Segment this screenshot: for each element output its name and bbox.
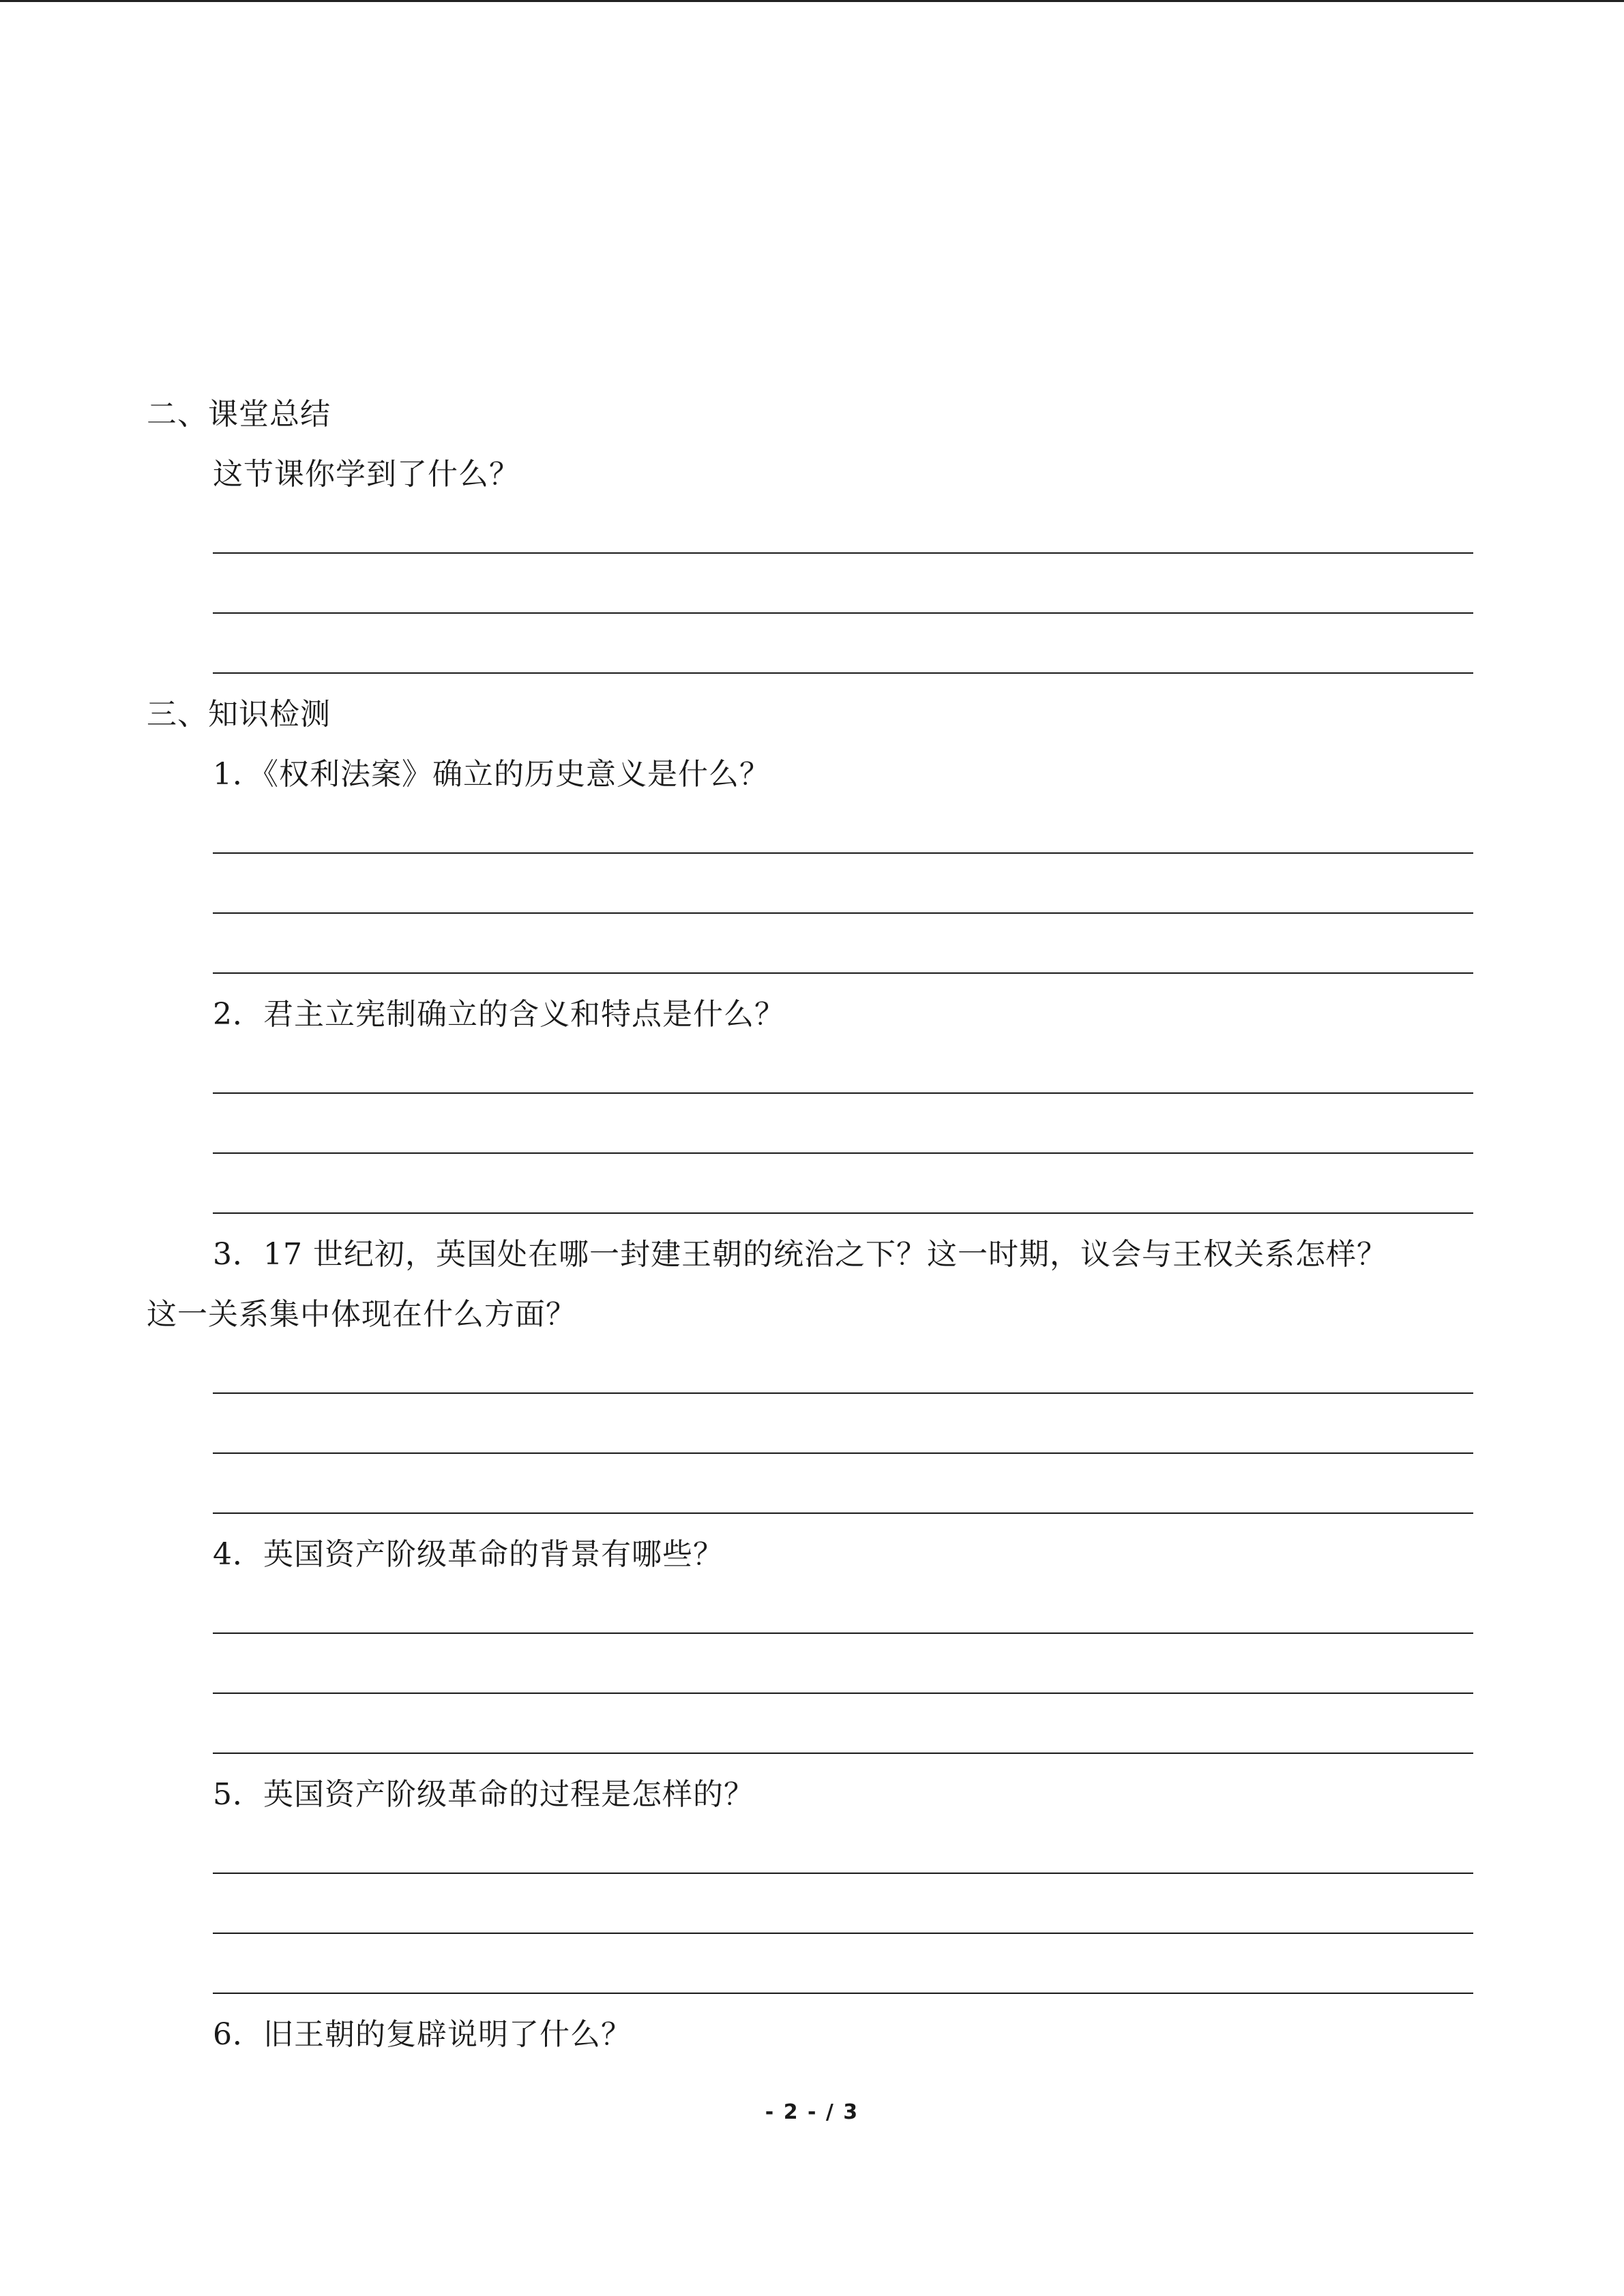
answer-line xyxy=(213,1632,1473,1634)
answer-line xyxy=(213,1452,1473,1454)
question-3-line-2: 这一关系集中体现在什么方面？ xyxy=(147,1297,576,1332)
answer-line xyxy=(213,972,1473,974)
summary-prompt: 这节课你学到了什么？ xyxy=(213,457,520,492)
answer-line xyxy=(213,1092,1473,1094)
answer-line xyxy=(213,1753,1473,1754)
question-3-line-1: 3．17 世纪初，英国处在哪一封建王朝的统治之下？这一时期，议会与王权关系怎样？ xyxy=(213,1237,1387,1272)
page-number: - 2 - / 3 xyxy=(765,2100,859,2124)
answer-line xyxy=(213,1933,1473,1934)
question-6: 6．旧王朝的复辟说明了什么？ xyxy=(213,2017,632,2052)
answer-line xyxy=(213,1152,1473,1154)
answer-line xyxy=(213,1693,1473,1694)
answer-line xyxy=(213,612,1473,614)
answer-line xyxy=(213,552,1473,554)
answer-line xyxy=(213,1212,1473,1214)
question-4: 4．英国资产阶级革命的背景有哪些？ xyxy=(213,1537,724,1572)
answer-line xyxy=(213,912,1473,914)
answer-line xyxy=(213,1392,1473,1394)
question-5: 5．英国资产阶级革命的过程是怎样的？ xyxy=(213,1777,754,1812)
question-1: 1．《权利法案》确立的历史意义是什么？ xyxy=(213,757,770,792)
section-heading-knowledge-check: 三、知识检测 xyxy=(147,697,331,732)
page-top-border xyxy=(0,0,1624,2)
section-heading-summary: 二、课堂总结 xyxy=(147,397,331,432)
answer-line xyxy=(213,672,1473,674)
answer-line xyxy=(213,1993,1473,1994)
answer-line xyxy=(213,1873,1473,1874)
answer-line xyxy=(213,852,1473,854)
answer-line xyxy=(213,1512,1473,1514)
question-2: 2．君主立宪制确立的含义和特点是什么？ xyxy=(213,997,785,1032)
